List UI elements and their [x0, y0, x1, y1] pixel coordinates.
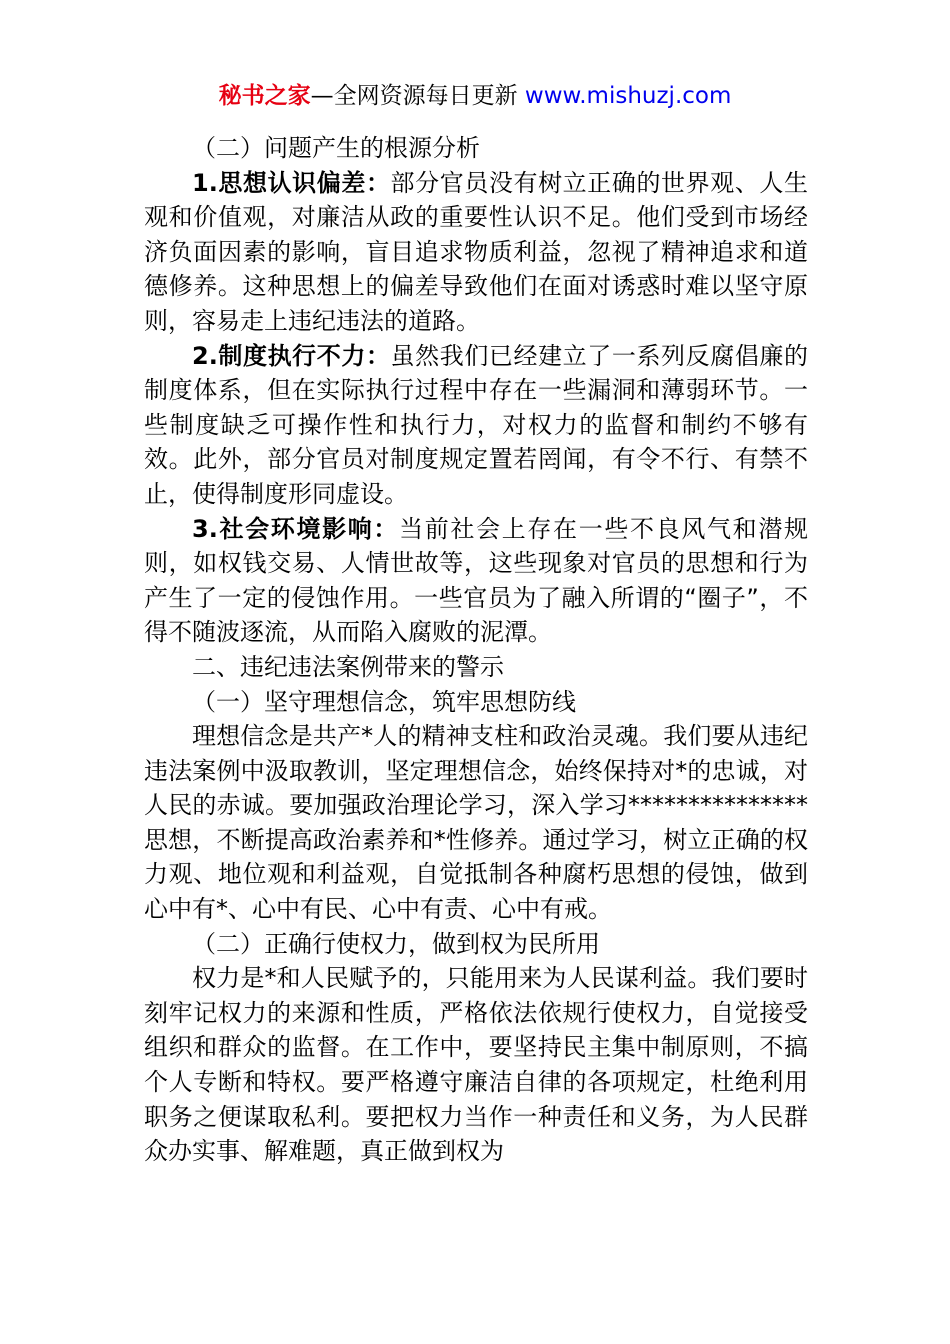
paragraph-thinking-bias-title: 1.思想认识偏差： [192, 168, 391, 197]
document-body [144, 131, 808, 1169]
site-header [0, 78, 950, 114]
paragraph-thinking-bias [144, 166, 808, 339]
paragraph-ideal-belief: 理想信念是共产*人的精神支柱和政治灵魂。我们要从违纪违法案例中汲取教训，坚定理想信念，始终保持对*的忠诚，对人民的赤诚。要加强政治理论学习，深入学习***************思想，不断提高政治素养和*性修养。通过学习，树立正确的权力观、地位观和利益观，自觉抵制各种腐朽思想的侵蚀，做到心中有*、心中有民、心中有责、心中有戒。 [144, 722, 808, 924]
paragraph-system-execution-text: 虽然我们已经建立了一系列反腐倡廉的制度体系，但在实际执行过程中存在一些漏洞和薄弱环节。一些制度缺乏可操作性和执行力，对权力的监督和制约不够有效。此外，部分官员对制度规定置若罔闻，有令不行、有禁不止，使得制度形同虚设。 [144, 341, 808, 508]
heading-warning: 二、违纪违法案例带来的警示 [192, 652, 504, 681]
paragraph-social-environment-text: 当前社会上存在一些不良风气和潜规则，如权钱交易、人情世故等，这些现象对官员的思想和行为产生了一定的侵蚀作用。一些官员为了融入所谓的“圈子”，不得不随波逐流，从而陷入腐败的泥潭。 [144, 514, 808, 647]
paragraph-social-environment-title: 3.社会环境影响： [192, 514, 400, 543]
heading-use-power: （二）正确行使权力，做到权为民所用 [192, 929, 600, 958]
paragraph-system-execution-title: 2.制度执行不力： [192, 341, 391, 370]
paragraph-system-execution [144, 339, 808, 512]
heading-ideal-belief: （一）坚守理想信念，筑牢思想防线 [192, 687, 576, 716]
site-url-link[interactable]: www.mishuzj.com [524, 83, 732, 109]
heading-root-cause: （二）问题产生的根源分析 [192, 134, 480, 162]
header-slogan: —全网资源每日更新 [310, 83, 518, 109]
brand-name: 秘书之家 [218, 83, 311, 109]
paragraph-thinking-bias-text: 部分官员没有树立正确的世界观、人生观和价值观，对廉洁从政的重要性认识不足。他们受到市场经济负面因素的影响，盲目追求物质利益，忽视了精神追求和道德修养。这种思想上的偏差导致他们在面对诱惑时难以坚守原则，容易走上违纪违法的道路。 [144, 168, 808, 335]
paragraph-use-power: 权力是*和人民赋予的，只能用来为人民谋利益。我们要时刻牢记权力的来源和性质，严格依法依规行使权力，自觉接受组织和群众的监督。在工作中，要坚持民主集中制原则，不搞个人专断和特权。要严格遵守廉洁自律的各项规定，杜绝利用职务之便谋取私利。要把权力当作一种责任和义务，为人民群众办实事、解难题，真正做到权为 [144, 964, 808, 1166]
paragraph-social-environment [144, 512, 808, 650]
